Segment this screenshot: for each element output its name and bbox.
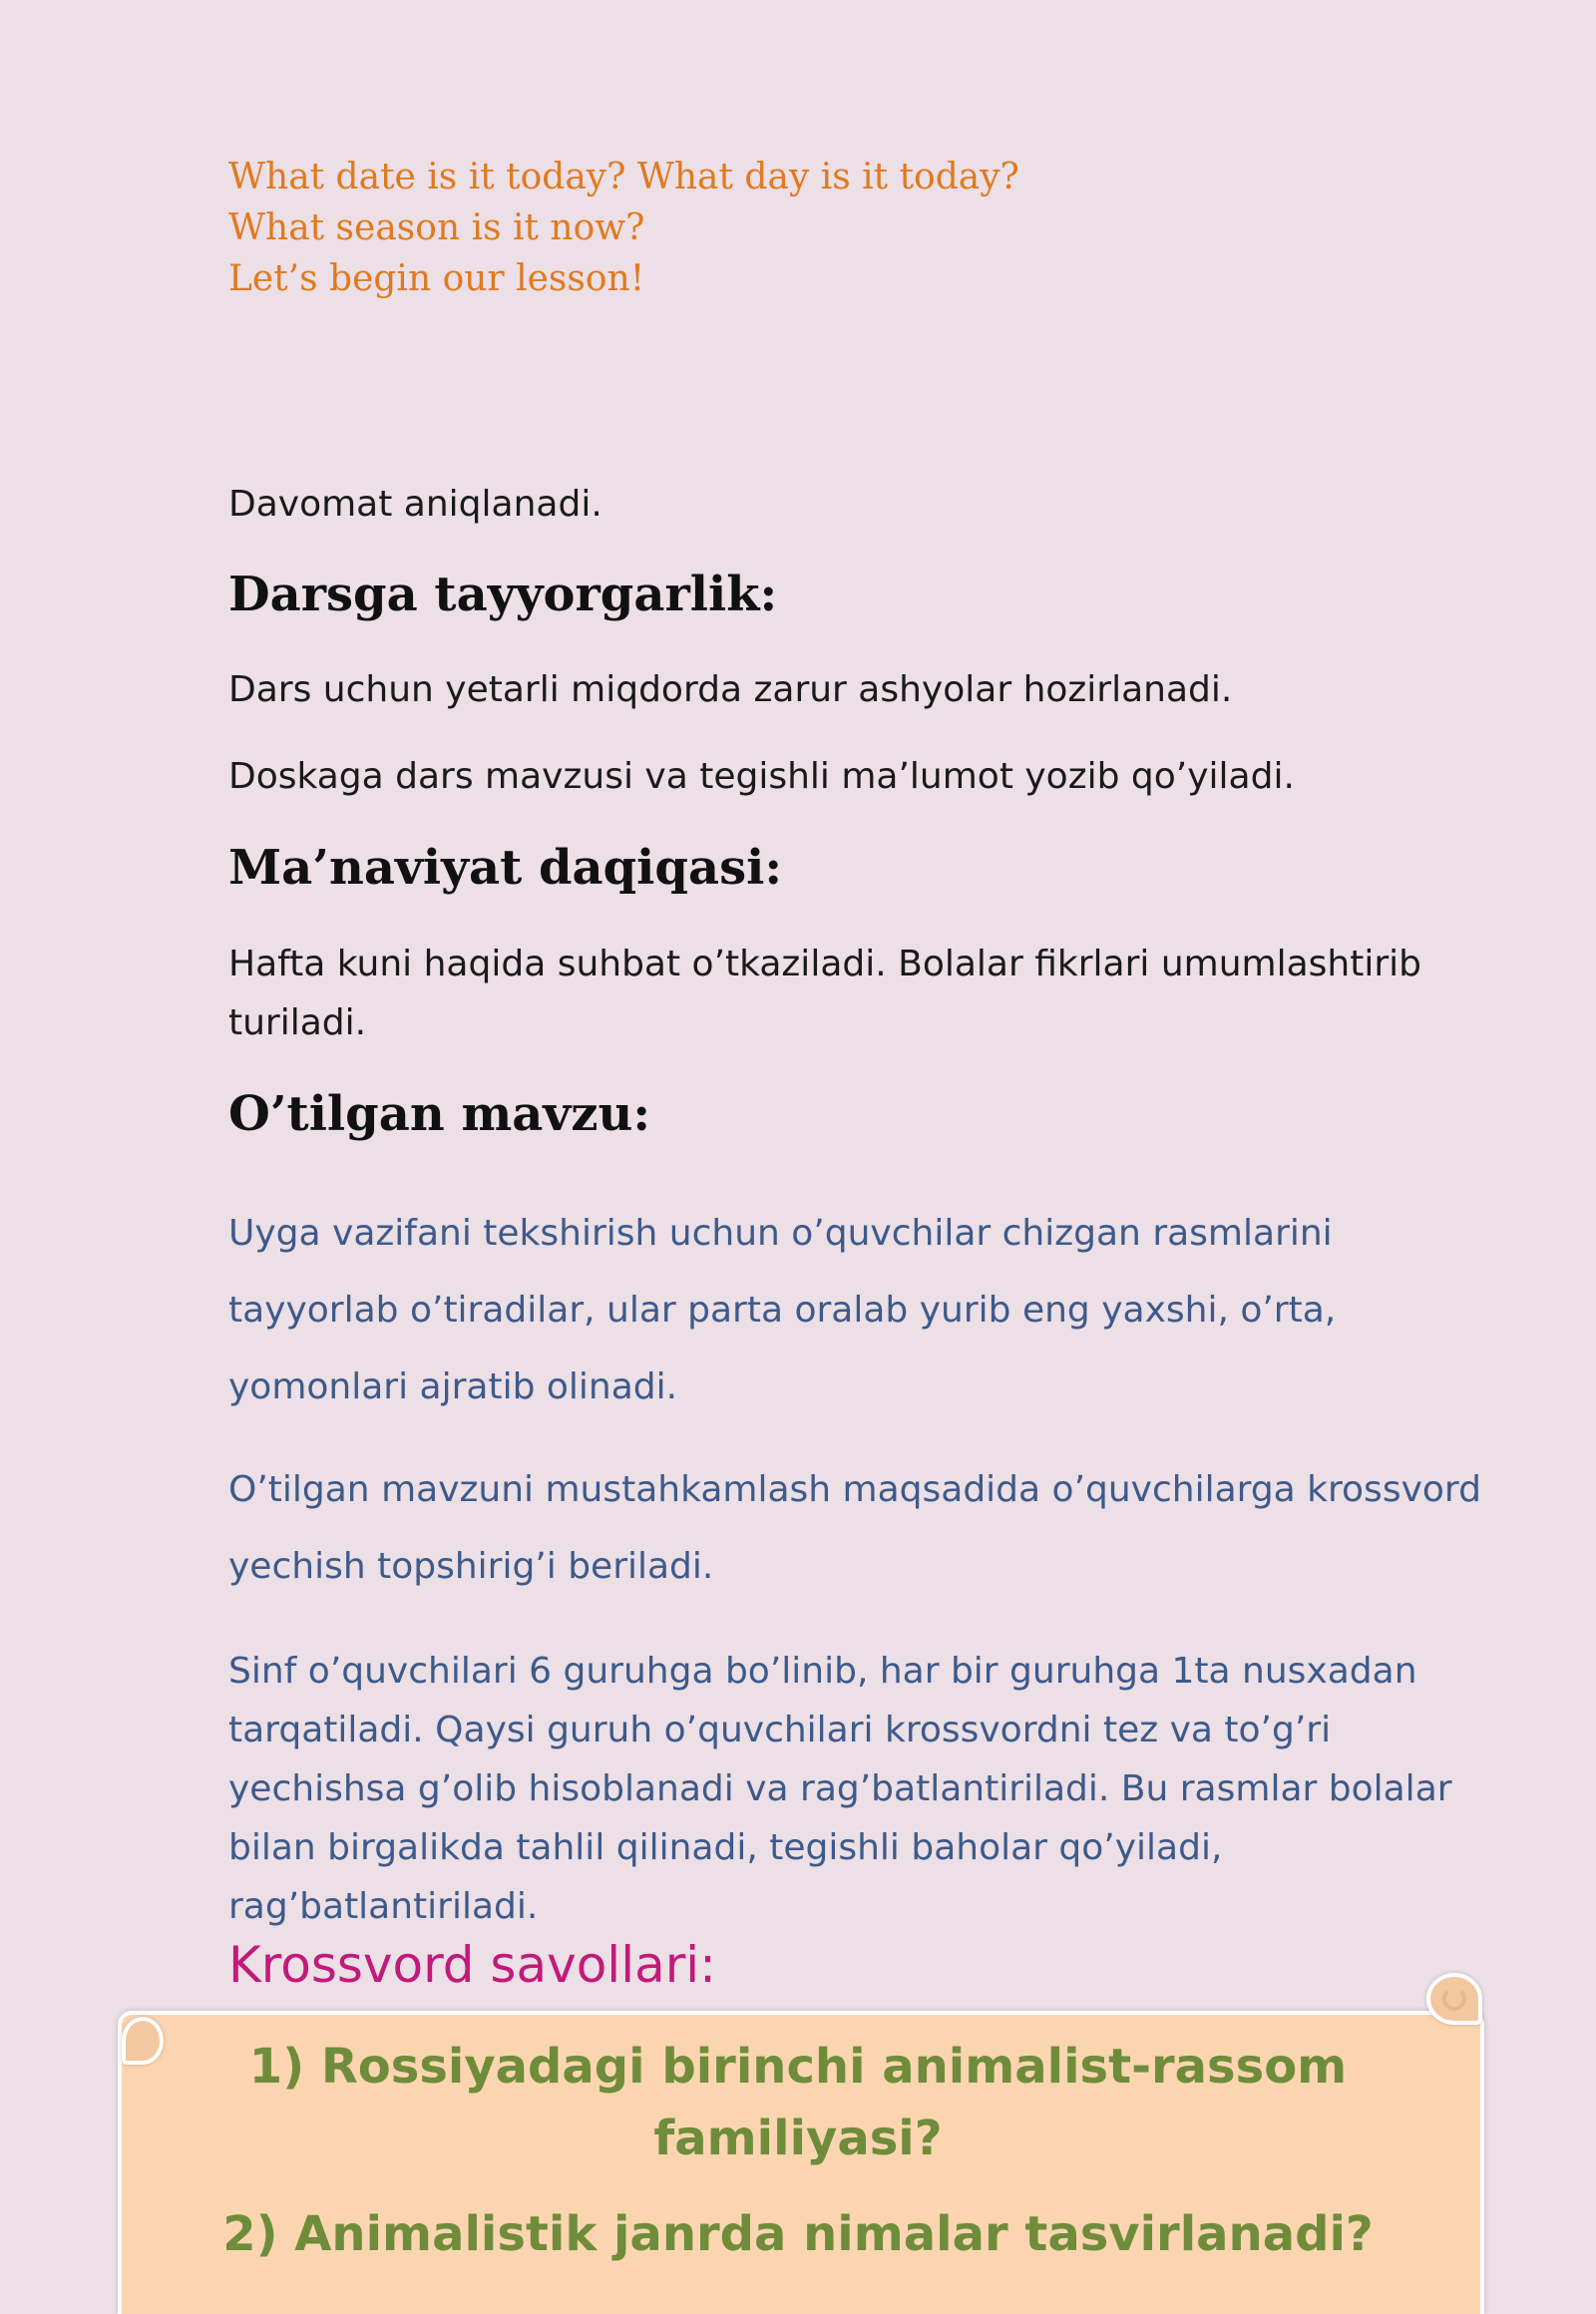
greeting-block: [228, 152, 1019, 304]
review-paragraph-3: Sinf o’quvchilari 6 guruhga bo’linib, har bir guruhga 1ta nusxadan tarqatiladi. Qaysi guruh o’quvchilari krossvordni tez va to’g’ri yechishsa g’olib hisoblanadi va rag’batlantiriladi. Bu rasmlar bolalar bilan birgalikda tahlil qilinadi, tegishli baholar qo’yiladi, rag’batlantiriladi.: [228, 1651, 1452, 1927]
review-paragraph-2: O’tilgan mavzuni mustahkamlash maqsadida o’quvchilarga krossvord yechish topshirig’i beriladi.: [228, 1469, 1481, 1587]
scroll-curl-right-icon: [1426, 1973, 1482, 2025]
crossword-question-2: 2) Animalistik janrda nimalar tasvirlanadi?: [222, 2206, 1374, 2262]
crossword-question-1: 1) Rossiyadagi birinchi animalist-rassom familiyasi?: [248, 2039, 1348, 2166]
preparation-heading: Darsga tayyorgarlik:: [228, 567, 778, 622]
greeting-line-begin: Let’s begin our lesson!: [228, 258, 645, 299]
crossword-title: Krossvord savollari:: [228, 1936, 717, 1994]
preparation-paragraph-2: Doskaga dars mavzusi va tegishli ma’lumot yozib qo’yiladi.: [228, 756, 1295, 797]
review-paragraph-1: Uyga vazifani tekshirish uchun o’quvchilar chizgan rasmlarini tayyorlab o’tiradilar, ular parta oralab yurib eng yaxshi, o’rta, yomonlari ajratib olinadi.: [228, 1213, 1337, 1407]
spiritual-heading: Ma’naviyat daqiqasi:: [228, 840, 783, 896]
attendance-text: Davomat aniqlanadi.: [228, 484, 602, 525]
preparation-paragraph-1: Dars uchun yetarli miqdorda zarur ashyolar hozirlanadi.: [228, 669, 1233, 710]
greeting-line-date: What date is it today? What day is it today?: [228, 157, 1019, 197]
greeting-line-season: What season is it now?: [228, 207, 645, 248]
review-heading: O’tilgan mavzu:: [228, 1086, 651, 1142]
scroll-curl-left-icon: [122, 2017, 164, 2065]
spiritual-paragraph: Hafta kuni haqida suhbat o’tkaziladi. Bolalar fikrlari umumlashtirib turiladi.: [228, 944, 1422, 1043]
